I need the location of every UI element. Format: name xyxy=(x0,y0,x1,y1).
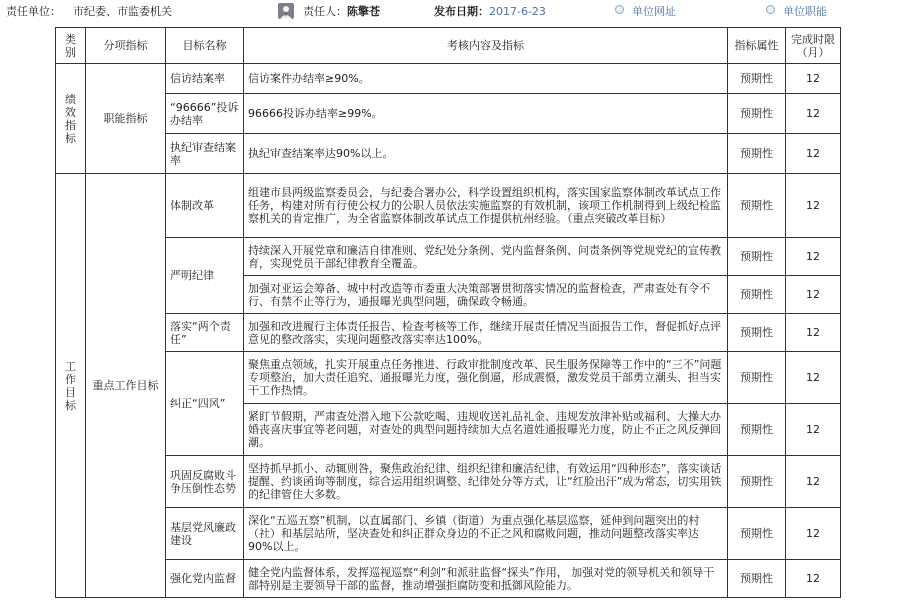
unit-duties-link-label: 单位职能 xyxy=(783,5,827,18)
deadline-cell: 12 xyxy=(786,174,841,238)
unit-website-link-label: 单位网址 xyxy=(632,5,676,18)
deadline-cell: 12 xyxy=(786,238,841,276)
content-cell: 健全党内监督体系，发挥巡视巡察“利剑”和派驻监督“探头”作用， 加强对党的领导机关和领导干部特别是主要领导干部的监督，推动增强拒腐防变和抵御风险能力。 xyxy=(244,560,728,598)
content-cell: 96666投诉办结率≥99%。 xyxy=(244,94,728,134)
attribute-cell: 预期性 xyxy=(728,238,786,276)
table-row xyxy=(56,174,841,238)
content-cell: 组建市县两级监察委员会，与纪委合署办公，科学设置组织机构，落实国家监察体制改革试点工作任务，构建对所有行使公权力的公职人员依法实施监察的有效机制，该项工作机制得到上级纪检监察机关的肯定推广，为全省监察体制改革试点工作提供杭州经验。（重点突破改革目标） xyxy=(244,174,728,238)
attribute-cell: 预期性 xyxy=(728,94,786,134)
table-row xyxy=(56,314,841,352)
content-cell: 坚持抓早抓小、动辄则咎，聚焦政治纪律、组织纪律和廉洁纪律，有效运用“四种形态”，落实谈话提醒、约谈函询等制度，综合运用组织调整、纪律处分等方式，让“红脸出汗”成为常态，切实用铁的纪律管住大多数。 xyxy=(244,456,728,508)
target-cell: 纠正“四风” xyxy=(166,352,244,456)
content-cell: 聚焦重点领域，扎实开展重点任务推进、行政审批制度改革、民生服务保障等工作中的“三不”问题专项整治，加大责任追究、通报曝光力度，强化倒逼，形成震慑，激发党员干部勇立潮头、担当实干工作热情。 xyxy=(244,352,728,404)
person-name: 陈擎苍 xyxy=(347,5,380,18)
attribute-cell: 预期性 xyxy=(728,352,786,404)
category-cell: 绩效指标 xyxy=(56,64,86,174)
deadline-cell: 12 xyxy=(786,314,841,352)
attribute-cell: 预期性 xyxy=(728,174,786,238)
deadline-cell: 12 xyxy=(786,404,841,456)
target-cell: “96666”投诉办结率 xyxy=(166,94,244,134)
attribute-cell: 预期性 xyxy=(728,134,786,174)
deadline-cell: 12 xyxy=(786,276,841,314)
target-cell: 基层党风廉政建设 xyxy=(166,508,244,560)
header-attribute: 指标属性 xyxy=(728,28,786,64)
sub-indicator-cell: 重点工作目标 xyxy=(86,174,166,598)
responsible-person xyxy=(303,5,380,19)
header-content: 考核内容及指标 xyxy=(244,28,728,64)
deadline-cell: 12 xyxy=(786,456,841,508)
content-cell: 深化“五巡五察”机制，以直属部门、乡镇（街道）为重点强化基层巡察，延伸到问题突出的村（社）和基层站所，坚决查处和纠正群众身边的不正之风和腐败问题，推动问题整改落实率达90%以上。 xyxy=(244,508,728,560)
person-label: 责任人： xyxy=(303,5,347,18)
category-cell: 工作目标 xyxy=(56,174,86,598)
content-cell: 信访案件办结率≥90%。 xyxy=(244,64,728,94)
deadline-cell: 12 xyxy=(786,64,841,94)
unit-label: 责任单位： xyxy=(6,5,61,18)
target-cell: 信访结案率 xyxy=(166,64,244,94)
target-cell: 落实“两个责任” xyxy=(166,314,244,352)
assessment-table xyxy=(55,27,841,598)
attribute-cell: 预期性 xyxy=(728,404,786,456)
person-icon xyxy=(278,3,294,19)
top-info-bar xyxy=(0,0,902,26)
content-cell: 执纪审查结案率达90%以上。 xyxy=(244,134,728,174)
table-header-row xyxy=(56,28,841,64)
unit-value: 市纪委、市监委机关 xyxy=(73,5,172,18)
header-deadline: 完成时限（月） xyxy=(786,28,841,64)
bullet-icon xyxy=(615,5,624,14)
attribute-cell: 预期性 xyxy=(728,276,786,314)
table-row xyxy=(56,508,841,560)
target-cell: 强化党内监督 xyxy=(166,560,244,598)
table-row xyxy=(56,94,841,134)
attribute-cell: 预期性 xyxy=(728,456,786,508)
attribute-cell: 预期性 xyxy=(728,64,786,94)
target-cell: 执纪审查结案率 xyxy=(166,134,244,174)
attribute-cell: 预期性 xyxy=(728,314,786,352)
table-row xyxy=(56,456,841,508)
content-cell: 持续深入开展党章和廉洁自律准则、党纪处分条例、党内监督条例、问责条例等党规党纪的宣传教育，实现党员干部纪律教育全覆盖。 xyxy=(244,238,728,276)
table-row xyxy=(56,560,841,598)
table-row xyxy=(56,238,841,276)
bullet-icon xyxy=(766,5,775,14)
header-category: 类别 xyxy=(56,28,86,64)
sub-indicator-cell: 职能指标 xyxy=(86,64,166,174)
attribute-cell: 预期性 xyxy=(728,560,786,598)
publish-date xyxy=(434,5,546,19)
target-cell: 巩固反腐败斗争压倒性态势 xyxy=(166,456,244,508)
table-row xyxy=(56,352,841,404)
date-value: 2017-6-23 xyxy=(489,5,546,18)
header-sub-indicator: 分项指标 xyxy=(86,28,166,64)
date-label: 发布日期： xyxy=(434,5,489,18)
target-cell: 体制改革 xyxy=(166,174,244,238)
attribute-cell: 预期性 xyxy=(728,508,786,560)
deadline-cell: 12 xyxy=(786,134,841,174)
unit-website-link[interactable] xyxy=(615,5,676,19)
deadline-cell: 12 xyxy=(786,94,841,134)
unit-duties-link[interactable] xyxy=(766,5,827,19)
table-row xyxy=(56,64,841,94)
content-cell: 紧盯节假期，严肃查处潜入地下公款吃喝、违规收送礼品礼金、违规发放津补贴或福利、大操大办婚丧喜庆事宜等老问题，对查处的典型问题持续加大点名道姓通报曝光力度，防止不正之风反弹回潮。 xyxy=(244,404,728,456)
content-cell: 加强和改进履行主体责任报告、检查考核等工作，继续开展责任情况当面报告工作，督促抓好点评意见的整改落实，实现问题整改落实率达100%。 xyxy=(244,314,728,352)
deadline-cell: 12 xyxy=(786,508,841,560)
header-target-name: 目标名称 xyxy=(166,28,244,64)
target-cell: 严明纪律 xyxy=(166,238,244,314)
deadline-cell: 12 xyxy=(786,352,841,404)
deadline-cell: 12 xyxy=(786,560,841,598)
content-cell: 加强对亚运会筹备、城中村改造等市委重大决策部署贯彻落实情况的监督检查，严肃查处有令不行、有禁不止等行为，通报曝光典型问题，确保政令畅通。 xyxy=(244,276,728,314)
table-row xyxy=(56,134,841,174)
